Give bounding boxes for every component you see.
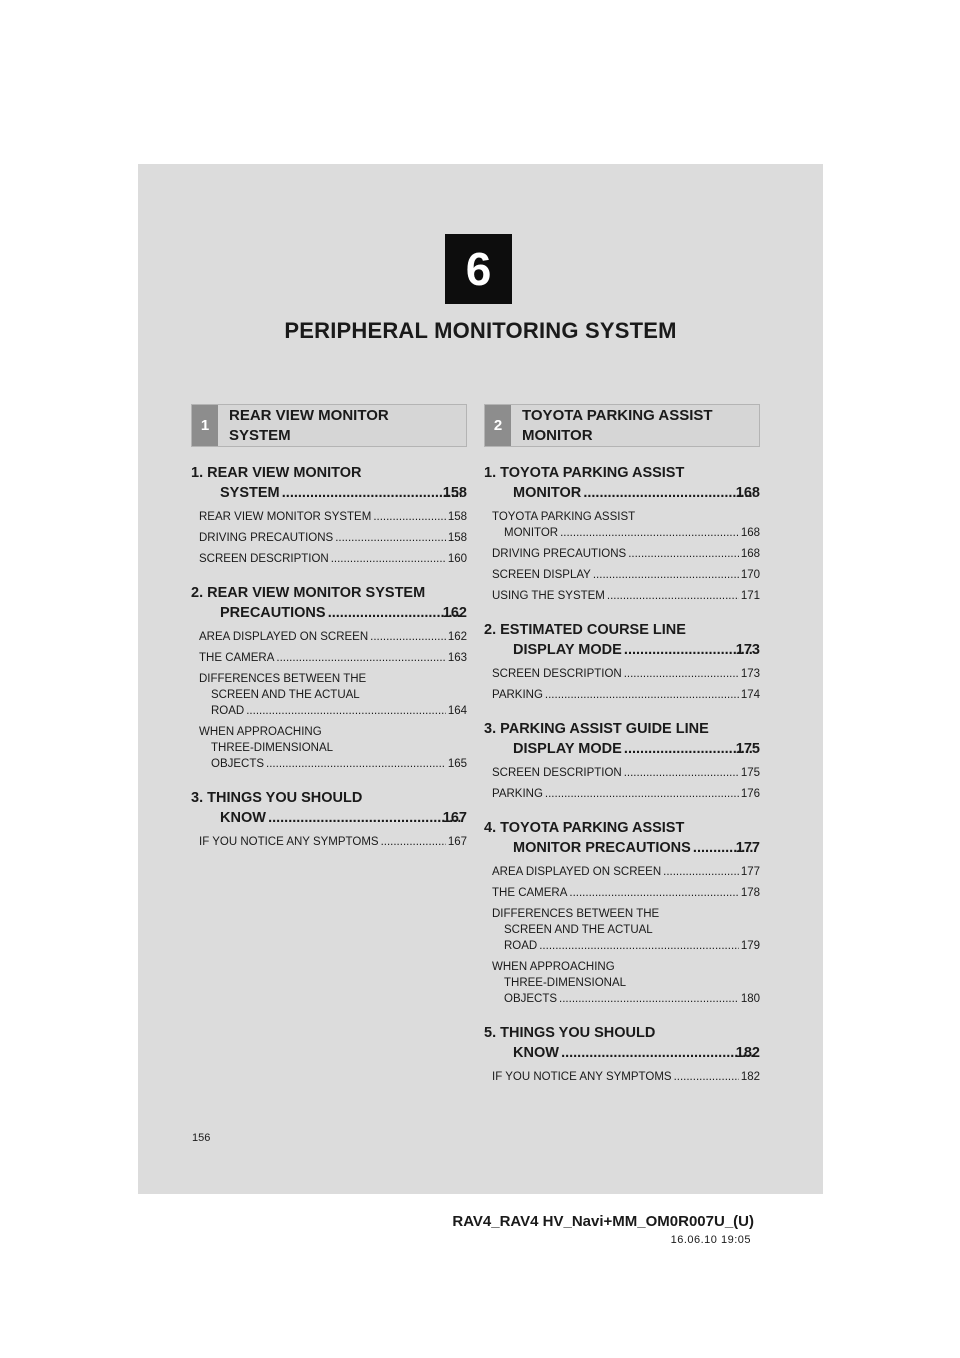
dot-leader — [624, 739, 754, 759]
topic-page-number: 162 — [442, 605, 467, 621]
toc-item[interactable] — [492, 765, 760, 781]
topic-heading[interactable] — [484, 719, 760, 759]
toc-item-text: THREE-DIMENSIONAL — [504, 977, 627, 989]
dot-leader — [266, 756, 446, 772]
topic-heading[interactable] — [484, 463, 760, 503]
toc-item-page-number: 164 — [447, 705, 467, 717]
topic-heading-line2 — [504, 838, 760, 858]
toc-item-page-number: 171 — [740, 590, 760, 602]
toc-item-page-number: 178 — [740, 887, 760, 899]
section-column-2 — [484, 404, 760, 1090]
toc-item-text: AREA DISPLAYED ON SCREEN — [199, 631, 369, 643]
toc-item-page-number: 158 — [447, 532, 467, 544]
toc-item-text: MONITOR — [504, 527, 559, 539]
topic-item-list — [484, 1069, 760, 1085]
toc-topic — [484, 818, 760, 1007]
dot-leader — [246, 703, 446, 719]
toc-item-text: SCREEN DESCRIPTION — [199, 553, 329, 565]
toc-item-last-line — [492, 786, 760, 802]
toc-item[interactable] — [492, 786, 760, 802]
dot-leader — [331, 551, 446, 567]
topic-heading[interactable] — [191, 583, 467, 623]
topic-heading-text: MONITOR — [513, 485, 582, 501]
toc-item-text: PARKING — [492, 788, 543, 800]
topic-heading-line1: 1. TOYOTA PARKING ASSIST — [484, 465, 685, 481]
toc-item-last-line — [492, 525, 760, 541]
dot-leader — [624, 640, 754, 660]
toc-item-last-line — [492, 864, 760, 880]
toc-item-last-line — [492, 938, 760, 954]
toc-item-text: TOYOTA PARKING ASSIST — [492, 511, 636, 523]
toc-item[interactable] — [199, 551, 467, 567]
toc-item-last-line — [199, 629, 467, 645]
toc-item-last-line — [492, 765, 760, 781]
dot-leader — [663, 864, 739, 880]
toc-item-text: USING THE SYSTEM — [492, 590, 605, 602]
toc-topic — [191, 788, 467, 850]
toc-item-page-number: 180 — [740, 993, 760, 1005]
toc-item-text: THE CAMERA — [199, 652, 275, 664]
topic-item-list — [191, 509, 467, 567]
footer-date: 16.06.10 19:05 — [670, 1234, 751, 1246]
toc-item-text: DRIVING PRECAUTIONS — [492, 548, 627, 560]
toc-item[interactable] — [199, 671, 467, 719]
topic-item-list — [484, 666, 760, 703]
toc-item[interactable] — [492, 864, 760, 880]
toc-item-last-line — [199, 650, 467, 666]
dot-leader — [335, 530, 446, 546]
toc-item[interactable] — [199, 834, 467, 850]
topic-heading-text: PRECAUTIONS — [220, 605, 326, 621]
topic-heading-line2 — [211, 603, 467, 623]
topic-heading-text: KNOW — [220, 810, 266, 826]
topic-heading-line1: 2. REAR VIEW MONITOR SYSTEM — [191, 585, 426, 601]
toc-item-text: IF YOU NOTICE ANY SYMPTOMS — [492, 1071, 672, 1083]
toc-item-last-line — [492, 567, 760, 583]
toc-item-text: ROAD — [504, 940, 538, 952]
topic-page-number: 167 — [442, 810, 467, 826]
toc-item-page-number: 173 — [740, 668, 760, 680]
toc-item[interactable] — [199, 509, 467, 525]
dot-leader — [268, 808, 461, 828]
toc-item-last-line — [492, 546, 760, 562]
topic-page-number: 175 — [735, 741, 760, 757]
toc-item-text: ROAD — [211, 705, 245, 717]
topic-heading-line2 — [504, 1043, 760, 1063]
toc-item-last-line — [199, 834, 467, 850]
topic-page-number: 158 — [442, 485, 467, 501]
topic-item-list — [191, 834, 467, 850]
toc-item[interactable] — [492, 959, 760, 1007]
toc-item[interactable] — [492, 885, 760, 901]
toc-item-text: SCREEN DISPLAY — [492, 569, 591, 581]
toc-item-page-number: 168 — [740, 527, 760, 539]
topic-heading-line2 — [211, 808, 467, 828]
toc-item-text: SCREEN DESCRIPTION — [492, 668, 622, 680]
section-number: 2 — [485, 405, 511, 446]
toc-item-page-number: 160 — [447, 553, 467, 565]
toc-item-last-line — [492, 1069, 760, 1085]
toc-topic — [191, 583, 467, 772]
dot-leader — [607, 588, 739, 604]
toc-item-text: REAR VIEW MONITOR SYSTEM — [199, 511, 372, 523]
topic-heading-text: MONITOR PRECAUTIONS — [513, 840, 691, 856]
toc-topic — [484, 1023, 760, 1085]
dot-leader — [624, 666, 739, 682]
topic-page-number: 177 — [735, 840, 760, 856]
toc-item[interactable] — [199, 629, 467, 645]
topic-item-list — [484, 864, 760, 1007]
dot-leader — [381, 834, 446, 850]
topic-heading[interactable] — [484, 1023, 760, 1063]
toc-item-page-number: 176 — [740, 788, 760, 800]
toc-topic — [484, 719, 760, 802]
dot-leader — [282, 483, 461, 503]
toc-item-text: OBJECTS — [211, 758, 265, 770]
toc-item-text: IF YOU NOTICE ANY SYMPTOMS — [199, 836, 379, 848]
toc-item[interactable] — [199, 530, 467, 546]
dot-leader — [628, 546, 739, 562]
dot-leader — [593, 567, 739, 583]
toc-item-page-number: 163 — [447, 652, 467, 664]
dot-leader — [561, 1043, 754, 1063]
topic-heading-text: SYSTEM — [220, 485, 280, 501]
chapter-number-badge — [445, 234, 512, 304]
dot-leader — [545, 786, 739, 802]
topic-item-list — [484, 765, 760, 802]
toc-item[interactable] — [492, 567, 760, 583]
toc-item-page-number: 167 — [447, 836, 467, 848]
dot-leader — [674, 1069, 739, 1085]
section-column-1 — [191, 404, 467, 855]
dot-leader — [559, 991, 739, 1007]
toc-item-page-number: 177 — [740, 866, 760, 878]
chapter-number: 6 — [465, 243, 492, 295]
toc-item-last-line — [199, 509, 467, 525]
section-header — [484, 404, 760, 447]
toc-item-last-line — [199, 756, 467, 772]
topic-heading-text: DISPLAY MODE — [513, 642, 622, 658]
topic-heading[interactable] — [191, 463, 467, 503]
dot-leader — [539, 938, 739, 954]
toc-item-page-number: 179 — [740, 940, 760, 952]
toc-item-text: SCREEN DESCRIPTION — [492, 767, 622, 779]
topic-heading-line1: 2. ESTIMATED COURSE LINE — [484, 622, 686, 638]
toc-item[interactable] — [492, 666, 760, 682]
toc-item-text: WHEN APPROACHING — [199, 726, 322, 738]
dot-leader — [276, 650, 445, 666]
dot-leader — [569, 885, 738, 901]
chapter-title: PERIPHERAL MONITORING SYSTEM — [284, 318, 677, 343]
dot-leader — [370, 629, 446, 645]
dot-leader — [560, 525, 739, 541]
toc-item-last-line — [492, 991, 760, 1007]
toc-item-page-number: 170 — [740, 569, 760, 581]
topic-heading-text: DISPLAY MODE — [513, 741, 622, 757]
section-title: REAR VIEW MONITOR SYSTEM — [229, 407, 389, 444]
toc-item[interactable] — [492, 906, 760, 954]
toc-item-text: THE CAMERA — [492, 887, 568, 899]
section-header — [191, 404, 467, 447]
topic-heading-text: KNOW — [513, 1045, 559, 1061]
toc-item-text: OBJECTS — [504, 993, 558, 1005]
topic-page-number: 168 — [735, 485, 760, 501]
dot-leader — [373, 509, 446, 525]
toc-item-page-number: 174 — [740, 689, 760, 701]
topic-heading-line1: 5. THINGS YOU SHOULD — [484, 1025, 656, 1041]
topic-heading-line1: 3. THINGS YOU SHOULD — [191, 790, 363, 806]
toc-item-last-line — [492, 666, 760, 682]
topic-heading-line1: 1. REAR VIEW MONITOR — [191, 465, 362, 481]
topic-heading-line1: 3. PARKING ASSIST GUIDE LINE — [484, 721, 709, 737]
dot-leader — [328, 603, 461, 623]
topic-item-list — [484, 509, 760, 604]
dot-leader — [545, 687, 739, 703]
toc-topic — [191, 463, 467, 567]
toc-item-text: SCREEN AND THE ACTUAL — [504, 924, 653, 936]
toc-item-text: DIFFERENCES BETWEEN THE — [199, 673, 367, 685]
toc-item-last-line — [492, 885, 760, 901]
toc-item-text: DIFFERENCES BETWEEN THE — [492, 908, 660, 920]
toc-item-page-number: 168 — [740, 548, 760, 560]
toc-item-last-line — [492, 588, 760, 604]
toc-item[interactable] — [492, 1069, 760, 1085]
toc-item-last-line — [492, 687, 760, 703]
toc-item-last-line — [199, 551, 467, 567]
toc-topic — [484, 620, 760, 703]
toc-item[interactable] — [199, 650, 467, 666]
toc-item-page-number: 158 — [447, 511, 467, 523]
section-title: TOYOTA PARKING ASSIST MONITOR — [522, 407, 713, 444]
toc-item-last-line — [199, 703, 467, 719]
section-number: 1 — [192, 405, 218, 446]
page-number: 156 — [192, 1132, 211, 1144]
toc-item-text: SCREEN AND THE ACTUAL — [211, 689, 360, 701]
topic-heading[interactable] — [484, 818, 760, 858]
topic-heading-line2 — [504, 739, 760, 759]
dot-leader — [624, 765, 739, 781]
toc-item-text: PARKING — [492, 689, 543, 701]
topic-item-list — [191, 629, 467, 772]
toc-item-text: DRIVING PRECAUTIONS — [199, 532, 334, 544]
topic-heading-line2 — [504, 483, 760, 503]
dot-leader — [583, 483, 754, 503]
topic-heading[interactable] — [484, 620, 760, 660]
toc-item[interactable] — [492, 588, 760, 604]
topic-page-number: 173 — [735, 642, 760, 658]
toc-item-last-line — [199, 530, 467, 546]
footer-model-code: RAV4_RAV4 HV_Navi+MM_OM0R007U_(U) — [452, 1213, 754, 1230]
topic-heading-line1: 4. TOYOTA PARKING ASSIST — [484, 820, 685, 836]
topic-page-number: 182 — [735, 1045, 760, 1061]
topic-heading-line2 — [504, 640, 760, 660]
toc-item[interactable] — [492, 509, 760, 541]
toc-item-text: AREA DISPLAYED ON SCREEN — [492, 866, 662, 878]
toc-item-page-number: 182 — [740, 1071, 760, 1083]
toc-item-text: THREE-DIMENSIONAL — [211, 742, 334, 754]
topic-heading[interactable] — [191, 788, 467, 828]
toc-item-page-number: 162 — [447, 631, 467, 643]
toc-item[interactable] — [492, 687, 760, 703]
toc-topic — [484, 463, 760, 604]
toc-item-page-number: 165 — [447, 758, 467, 770]
toc-item[interactable] — [492, 546, 760, 562]
toc-item-text: WHEN APPROACHING — [492, 961, 615, 973]
topic-heading-line2 — [211, 483, 467, 503]
toc-item[interactable] — [199, 724, 467, 772]
toc-item-page-number: 175 — [740, 767, 760, 779]
